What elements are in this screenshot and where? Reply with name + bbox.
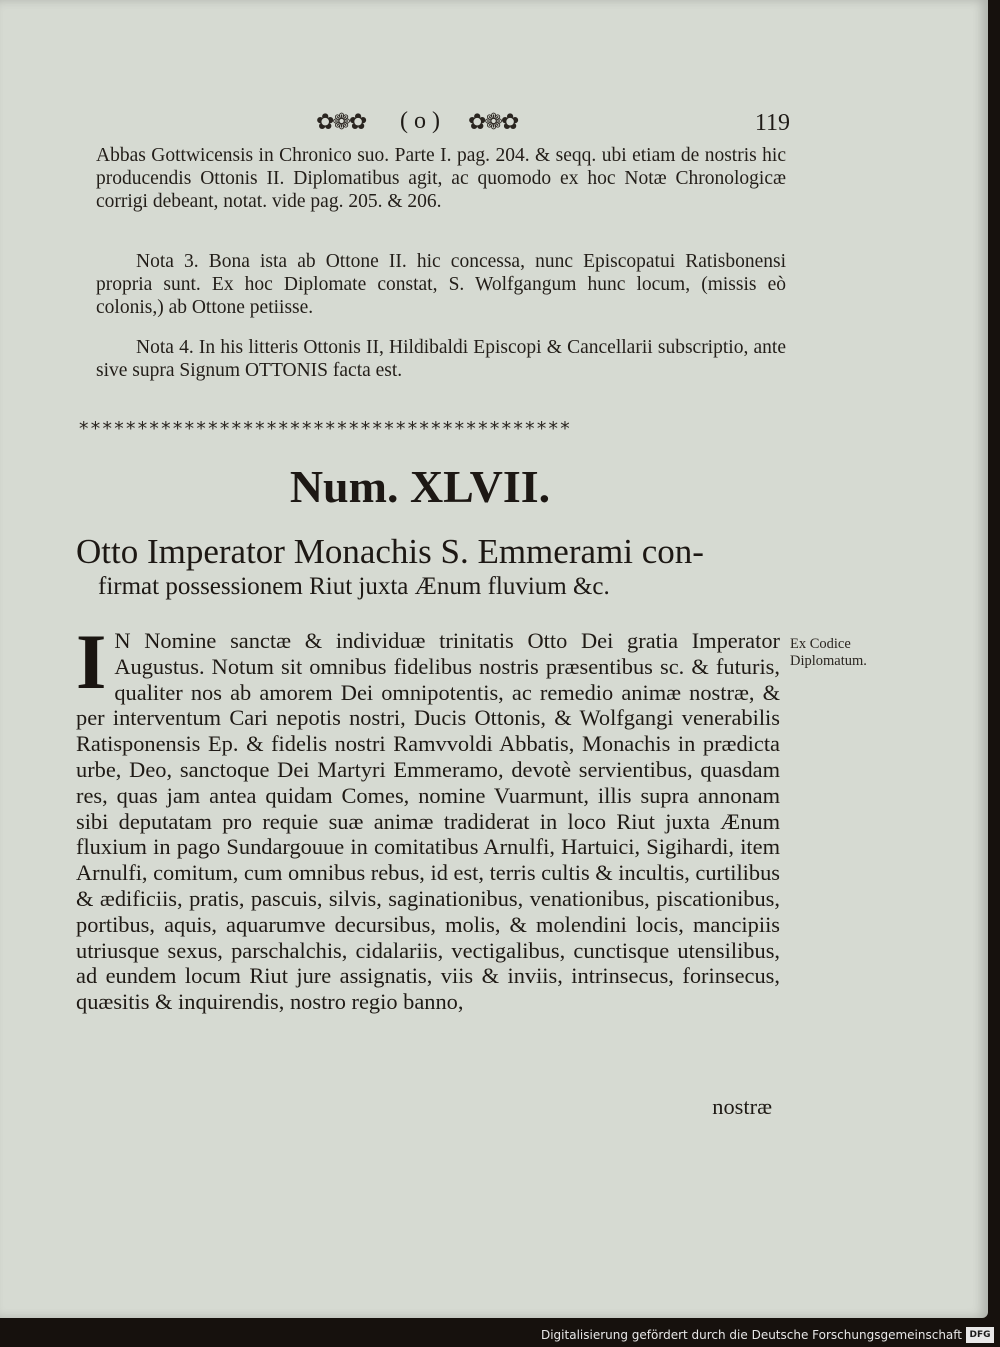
note-4 bbox=[96, 336, 786, 382]
ornament-right-icon: ✿❁✿ bbox=[468, 110, 518, 135]
document-heading-line-2: firmat possessionem Riut juxta Ænum fluvium &c. bbox=[98, 573, 610, 600]
note-paragraph: Abbas Gottwicensis in Chronico suo. Parte I. pag. 204. & seqq. ubi etiam de nostris hic producendis Ottonis II. Diplomatibus agit, ac quomodo ex hoc Notæ Chronologicæ corrigi debeant, notat. vide pag. 205. & 206. bbox=[96, 145, 786, 212]
document-number-title: Num. XLVII. bbox=[289, 461, 551, 512]
note-continuation bbox=[96, 144, 786, 213]
separator-rule: ****************************************** bbox=[78, 418, 572, 440]
digitization-footer bbox=[0, 1325, 1000, 1347]
page-header bbox=[96, 108, 790, 142]
charter-body: N Nomine sanctæ & individuæ trinitatis Otto Dei gratia Imperator Augustus. Notum sit omnibus fidelibus nostris præsentibus sc. & futuris, qualiter nos ab amorem Dei omnipotentis, ac remedio animæ nostræ, & per interventum Cari nepotis nostri, Ducis Ottonis, & Wolfgangi venerabilis Ratisponensis Ep. & fidelis nostri Ramvvoldi Abbatis, Monachis in prædicta urbe, Deo, sanctoque Dei Martyri Emmeramo, devotè servientibus, quasdam res, quas jam antea quidam Comes, nomine Vuarmunt, illis supra annonam sibi deputatam pro requie suæ animæ tradiderat in loco Riut juxta Ænum fluxium in pago Sundargouue in comitatibus Arnulfi, Hartuici, Sigihardi, item Arnulfi, comitum, cum omnibus rebus, id est, terris cultis & incultis, curtilibus & ædificiis, pratis, pascuis, silvis, saginationibus, venationibus, piscationibus, portibus, aquis, aquarumve decursibus, molis, & molendini locis, mancipiis utriusque sexus, parschalchis, cidalariis, vectigalibus, cunctisque utensilibus, ad eundem locum Riut jure assignatis, viis & inviis, intrinsecus, forinsecus, quæsitis & inquirendis, nostro regio banno, bbox=[76, 628, 780, 1015]
footer-credit: Digitalisierung gefördert durch die Deutsche Forschungsgemeinschaft bbox=[540, 1328, 962, 1342]
margin-note: Ex Codice Diplomatum. bbox=[790, 636, 867, 669]
document-heading-line-1: Otto Imperator Monachis S. Emmerami con- bbox=[76, 532, 704, 571]
note-paragraph: Nota 4. In his litteris Ottonis II, Hildibaldi Episcopi & Cancellarii subscriptio, ante sive supra Signum OTTONIS facta est. bbox=[96, 337, 786, 381]
dfg-logo-icon: DFG bbox=[966, 1327, 994, 1343]
drop-cap-initial: I bbox=[76, 618, 107, 705]
charter-text bbox=[76, 618, 780, 1015]
note-paragraph: Nota 3. Bona ista ab Ottone II. hic concessa, nunc Episcopatui Ratisbonensi propria sunt. Ex hoc Diplomate constat, S. Wolfgangum hunc locum, (missis eò colonis,) ab Ottone petiisse. bbox=[96, 251, 786, 318]
catchword: nostræ bbox=[712, 1094, 772, 1119]
document-heading bbox=[76, 532, 796, 602]
page-number: 119 bbox=[754, 110, 790, 136]
ornament-left-icon: ✿❁✿ bbox=[316, 110, 366, 135]
note-3 bbox=[96, 250, 786, 319]
page-marker: ( o ) bbox=[400, 108, 440, 134]
